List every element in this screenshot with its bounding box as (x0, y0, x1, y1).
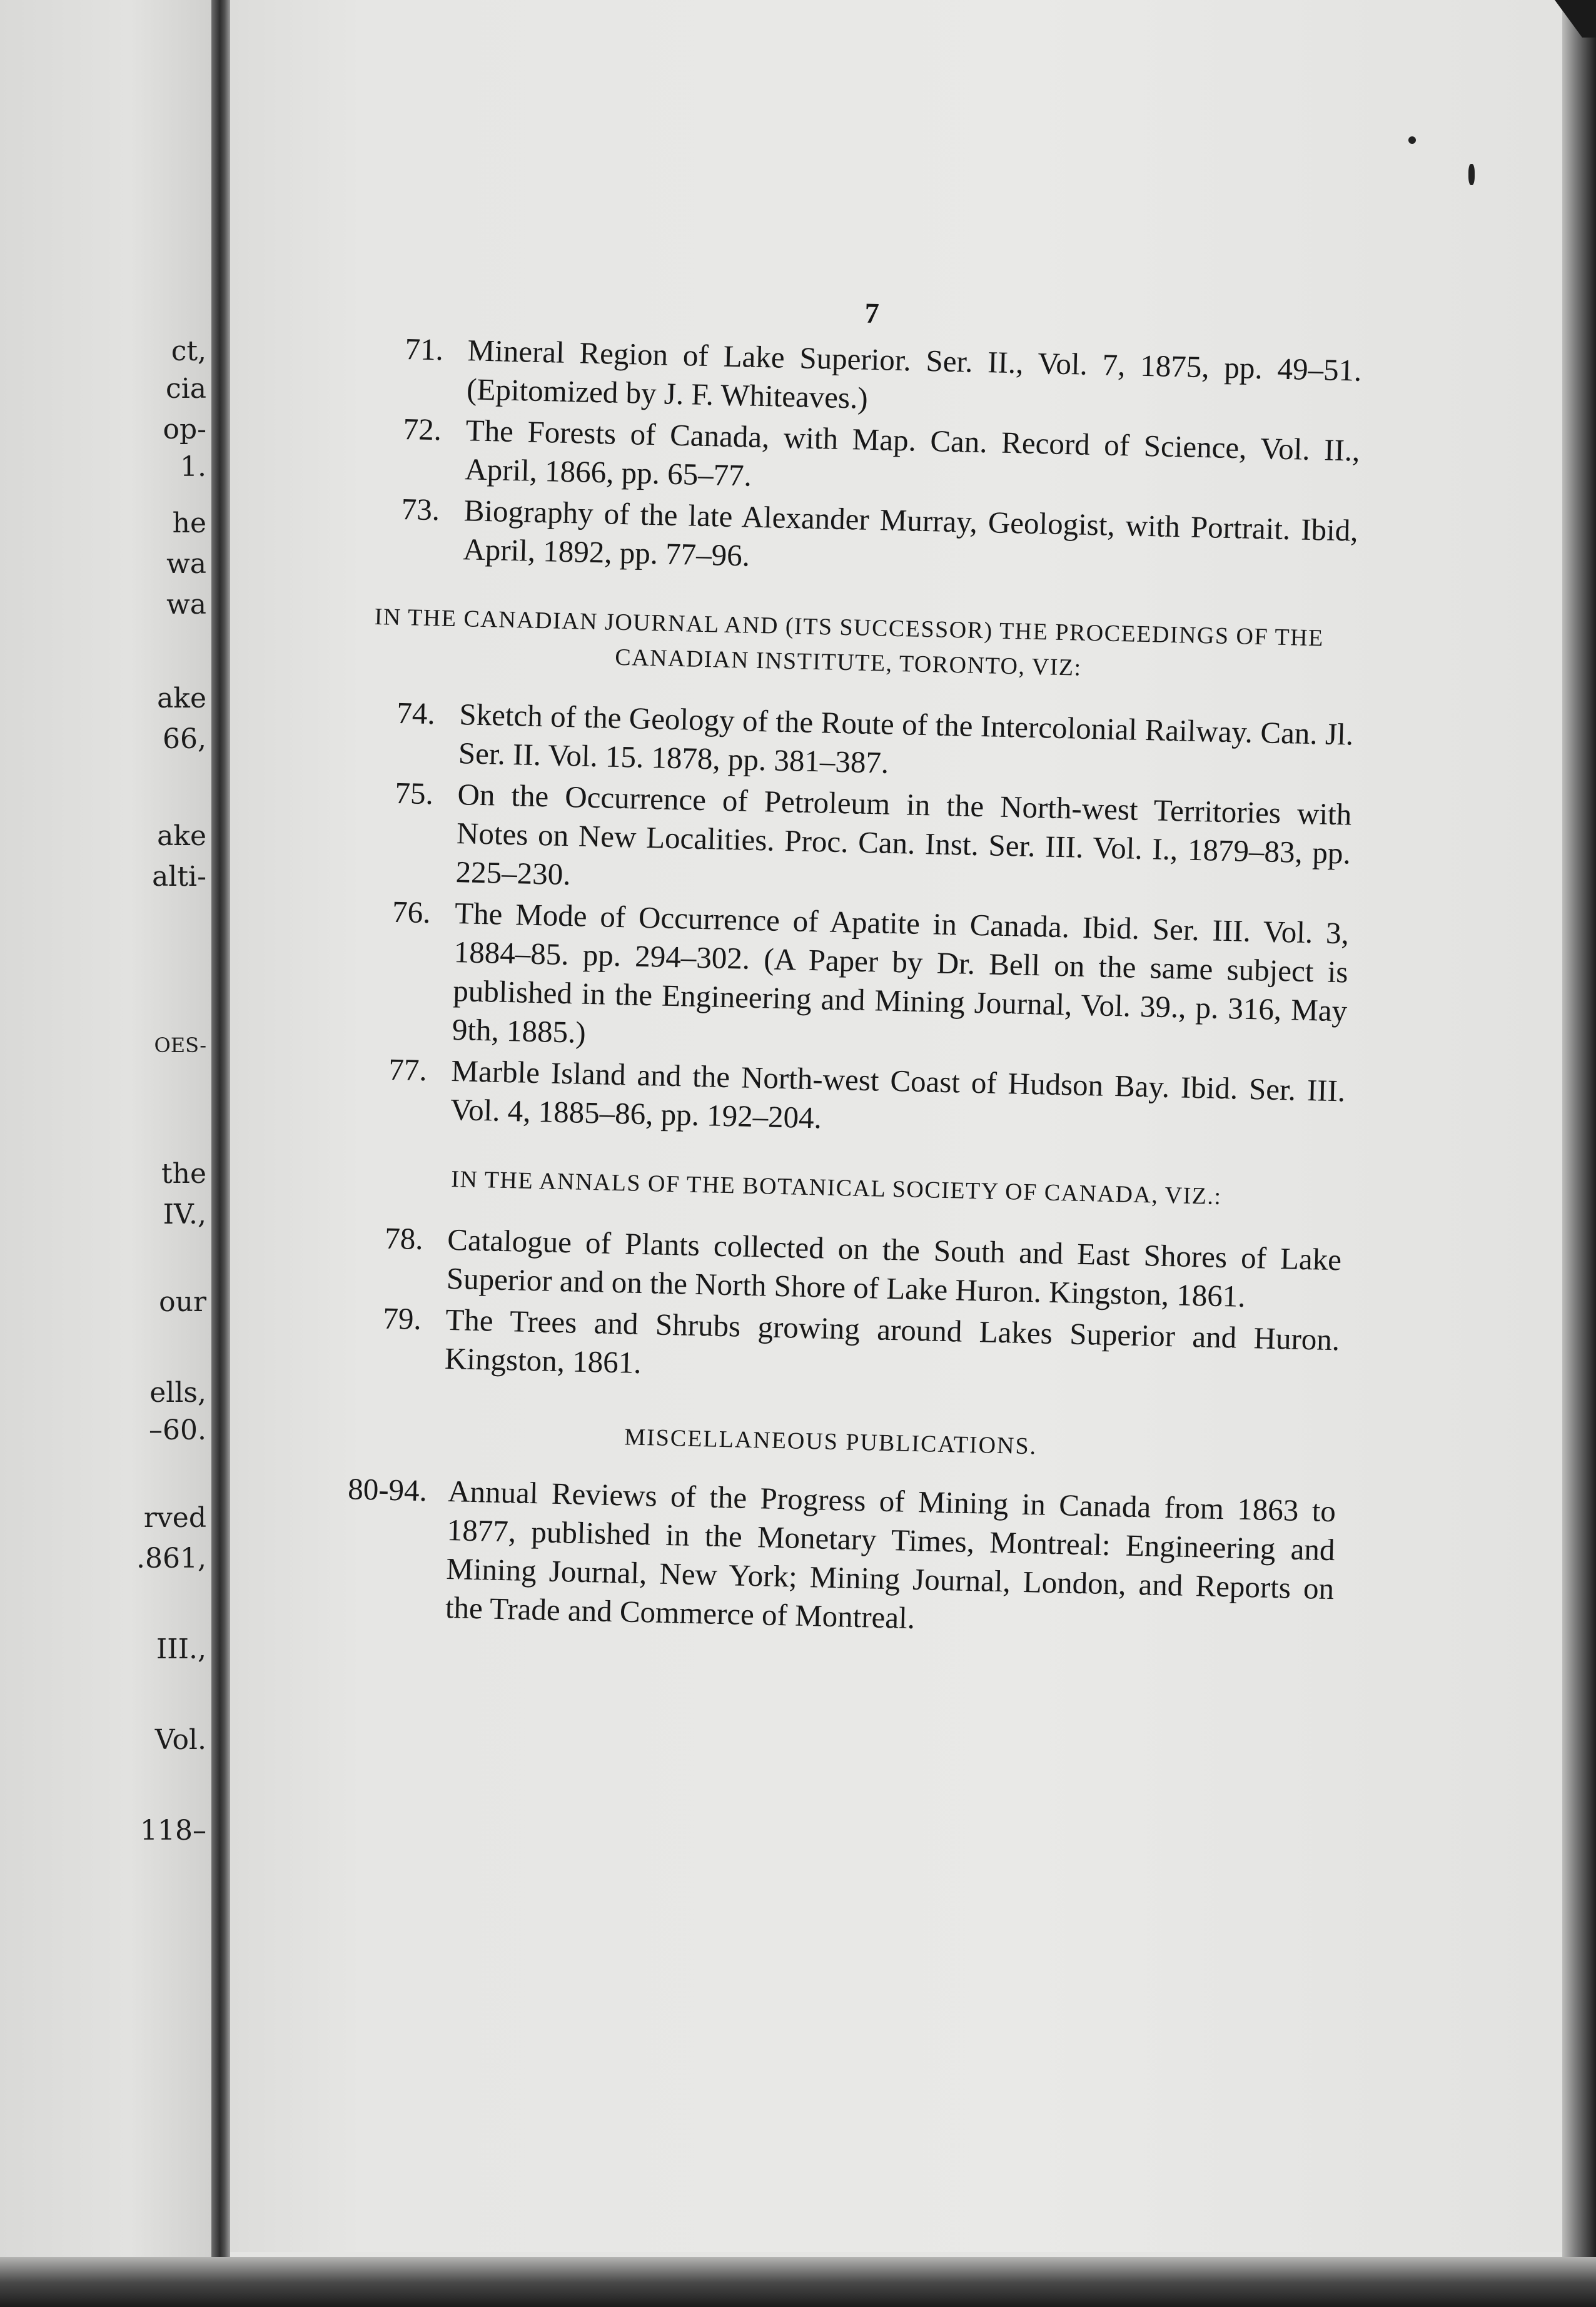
left-fragment: wa (166, 589, 206, 621)
left-fragment: –60. (149, 1414, 206, 1446)
entry-number: 79. (382, 1301, 422, 1336)
left-fragment: wa (166, 548, 206, 580)
speck (1408, 136, 1416, 144)
left-fragment: ct, (171, 335, 206, 367)
entry-text: The Mode of Occurrence of Apatite in Canada. Ibid. Ser. III. Vol. 3, 1884–85. pp. 294–302. (A Paper by Dr. Bell on the same subject is published in the Engineering and Mining Journal, Vol. 39., p. 316, May 9th, 1885.) (452, 896, 1350, 1050)
left-page-edge (0, 0, 216, 2307)
entry-text: The Forests of Canada, with Map. Can. Record of Science, Vol. II., April, 1866, pp. 65–77. (464, 413, 1361, 493)
left-fragment: OES- (154, 1033, 206, 1057)
left-fragment: III., (156, 1633, 206, 1665)
section-heading: IN THE ANNALS OF THE BOTANICAL SOCIETY OF CANADA, VIZ.: (450, 1166, 1222, 1210)
entry-text: Annual Reviews of the Progress of Mining in Canada from 1863 to 1877, published in the Monetary Times, Montreal: Engineering and Mining Journal, New York; Mining Journal, London, and Reports on the Trade and Commerce of Montreal. (445, 1474, 1336, 1636)
left-fragment: alti- (152, 861, 206, 893)
left-fragment: Vol. (154, 1724, 206, 1756)
left-fragment: 118– (140, 1815, 206, 1847)
left-fragment: the (161, 1158, 206, 1190)
entry-number: 73. (401, 491, 440, 527)
left-fragment: 1. (180, 451, 206, 483)
entry-number: 72. (403, 411, 442, 447)
entry-text: On the Occurrence of Petroleum in the North-west Territories with Notes on New Localities. Proc. Can. Inst. Ser. III. Vol. I., 1879–83, pp. 225–230. (455, 777, 1352, 892)
entry-number: 78. (384, 1220, 424, 1257)
entry-text: Biography of the late Alexander Murray, Geologist, with Portrait. Ibid, April, 1892, pp. 77–96. (462, 493, 1359, 573)
left-fragment: ake (157, 682, 206, 714)
right-page-edge (1562, 0, 1596, 2307)
section-heading: IN THE CANADIAN JOURNAL AND (ITS SUCCESSOR) THE PROCEEDINGS OF THE CANADIAN INSTITUTE, TORONTO, VIZ: (374, 604, 1325, 681)
left-fragment: IV., (163, 1199, 206, 1230)
left-fragment: ake (157, 820, 206, 852)
entry-text: Catalogue of Plants collected on the South and East Shores of Lake Superior and on the North Shore of Lake Huron. Kingston, 1861. (446, 1222, 1342, 1314)
bibliography-entry (336, 773, 1352, 912)
page-number: 7 (864, 297, 880, 330)
speck (1468, 164, 1475, 185)
entry-text: Sketch of the Geology of the Route of the Intercolonial Railway. Can. Jl. Ser. II. Vol. 15. 1878, pp. 381–387. (458, 697, 1354, 780)
section-heading: MISCELLANEOUS PUBLICATIONS. (624, 1424, 1038, 1460)
entry-number: 71. (405, 332, 444, 367)
entry-number: 75. (394, 775, 434, 811)
bibliography-entry (320, 1469, 1336, 1648)
left-fragment: ells, (149, 1377, 206, 1409)
left-fragment: cia (166, 373, 206, 405)
left-fragment: 66, (163, 723, 206, 755)
left-fragment: our (159, 1286, 206, 1318)
entry-text: Mineral Region of Lake Superior. Ser. II., Vol. 7, 1875, pp. 49–51. (Epitomized by J. F. Whiteaves.) (466, 333, 1362, 415)
book-gutter (211, 0, 230, 2307)
bibliography-entry (333, 891, 1349, 1070)
left-fragment: he (172, 507, 206, 539)
entry-number: 80-94. (347, 1471, 428, 1508)
entry-number: 77. (388, 1052, 428, 1088)
entry-number: 74. (396, 695, 436, 731)
entry-text: Marble Island and the North-west Coast of Hudson Bay. Ibid. Ser. III. Vol. 4, 1885–86, pp. 192–204. (450, 1053, 1346, 1135)
bottom-page-edge (0, 2257, 1596, 2307)
entry-number: 76. (391, 894, 432, 930)
left-fragment: rved (143, 1502, 206, 1534)
left-fragment: op- (163, 413, 206, 445)
left-fragment: .861, (136, 1543, 206, 1574)
page-content (320, 285, 1363, 1650)
entry-text: The Trees and Shrubs growing around Lakes Superior and Huron. Kingston, 1861. (444, 1302, 1340, 1380)
